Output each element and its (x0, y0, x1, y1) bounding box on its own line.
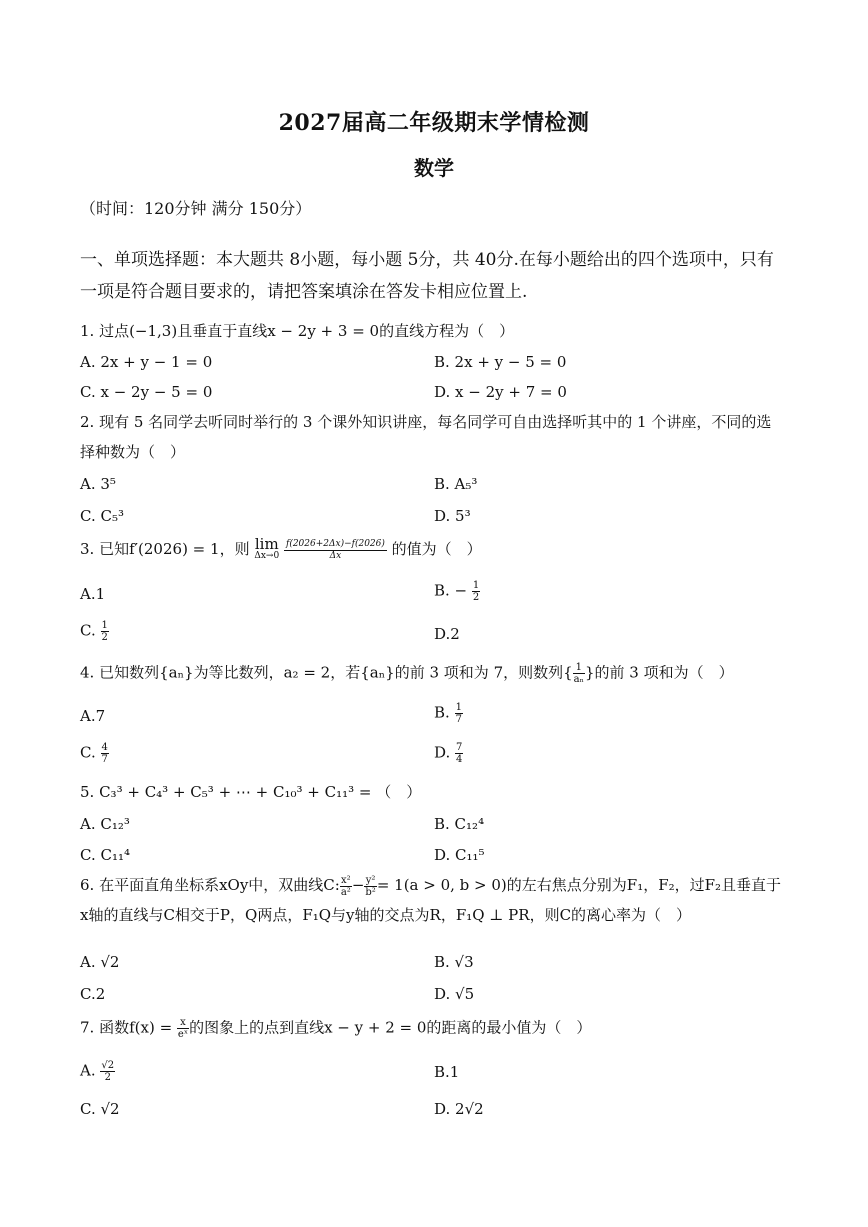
question-4-option-c (80, 742, 109, 765)
question-4-option-d (434, 742, 463, 765)
question-1-stem: 1. 过点(−1,3)且垂直于直线x − 2y + 3 = 0的直线方程为（ ） (80, 322, 515, 340)
question-2-option-d: D. 5³ (434, 507, 471, 525)
fraction-denominator: 7 (101, 754, 108, 765)
question-3-option-b (434, 580, 480, 603)
option-fraction (455, 702, 463, 725)
option-fraction (455, 742, 463, 765)
question-7-stem-prefix: 7. 函数f(x) = (80, 1018, 177, 1037)
fraction-numerator: 1 (101, 620, 108, 631)
hyperbola-x-term (340, 875, 352, 898)
question-6-option-a: A. √2 (80, 953, 120, 971)
question-3-option-d: D.2 (434, 625, 460, 643)
question-1-option-d: D. x − 2y + 7 = 0 (434, 383, 567, 401)
question-1-option-c: C. x − 2y − 5 = 0 (80, 383, 213, 401)
question-6-option-d: D. √5 (434, 985, 475, 1003)
question-7-option-a (80, 1060, 115, 1083)
question-4-option-b (434, 702, 463, 725)
option-label: B. − (434, 581, 468, 600)
fraction-numerator: 1 (455, 702, 462, 713)
question-3-stem-suffix: 的值为（ ） (391, 540, 482, 558)
fraction-denominator: 2 (472, 592, 480, 603)
question-2-stem: 2. 现有 5 名同学去听同时举行的 3 个课外知识讲座，每名同学可自由选择听其中的 1 个讲座，不同的选择种数为（ ） (80, 413, 772, 461)
question-5-option-b: B. C₁₂⁴ (434, 815, 485, 833)
question-5-option-d: D. C₁₁⁵ (434, 846, 485, 864)
fraction-numerator: √2 (101, 1060, 115, 1071)
question-6-option-c: C.2 (80, 985, 106, 1003)
reciprocal-fraction (573, 662, 585, 685)
question-2-option-a: A. 3⁵ (80, 475, 116, 493)
fraction-denominator: eˣ (177, 1029, 189, 1040)
option-fraction (472, 580, 480, 603)
fraction-numerator: 4 (101, 742, 108, 753)
question-5-stem: 5. C₃³ + C₄³ + C₅³ + ⋯ + C₁₀³ + C₁₁³ = （ ） (80, 783, 422, 801)
question-3-option-c (80, 620, 109, 643)
question-5-option-c: C. C₁₁⁴ (80, 846, 130, 864)
question-3-stem-prefix: 3. 已知f′(2026) = 1，则 (80, 540, 250, 558)
limit-expression (254, 535, 280, 562)
limit-subscript: Δx→0 (254, 551, 280, 561)
time-info: （时间：120分钟 满分 150分） (80, 199, 312, 218)
function-fraction (177, 1017, 189, 1040)
option-fraction (101, 742, 109, 765)
fraction-numerator: f(2026+2Δx)−f(2026) (285, 538, 385, 549)
fraction-numerator: 1 (472, 580, 480, 591)
hyperbola-y-term (364, 875, 376, 898)
exam-subject: 数学 (414, 156, 454, 180)
option-fraction (100, 1060, 115, 1083)
question-4-stem-prefix: 4. 已知数列{aₙ}为等比数列，a₂ = 2，若{aₙ}的前 3 项和为 7，则数列{ (80, 663, 573, 682)
fraction-denominator: Δx (329, 550, 342, 561)
question-6-stem-suffix: = 1(a > 0, b > 0)的左右焦点分别为F₁，F₂，过F₂且垂直于x轴的直线与C相交于P，Q两点，F₁Q与y轴的交点为R，F₁Q ⊥ PR，则C的离心率为（ ） (80, 876, 782, 924)
limit-label: lim (254, 535, 279, 553)
question-7-stem (80, 1017, 591, 1040)
fraction-denominator: 2 (104, 1072, 111, 1083)
question-4-option-a: A.7 (80, 707, 106, 725)
fraction-numerator: 7 (456, 742, 463, 753)
fraction-denominator: 4 (456, 754, 463, 765)
minus-sign: − (351, 876, 365, 894)
question-1-option-a: A. 2x + y − 1 = 0 (80, 353, 213, 371)
question-7-option-b: B.1 (434, 1063, 460, 1081)
question-3-option-a: A.1 (80, 585, 106, 603)
question-2-option-c: C. C₅³ (80, 507, 124, 525)
fraction-numerator: x (177, 1017, 189, 1029)
question-6-option-b: B. √3 (434, 953, 474, 971)
question-7-option-c: C. √2 (80, 1100, 120, 1118)
fraction-numerator: 1 (573, 662, 585, 674)
option-label: C. (80, 743, 96, 762)
question-3-stem (80, 535, 482, 562)
question-4-stem (80, 662, 734, 685)
question-2-option-b: B. A₅³ (434, 475, 478, 493)
option-label: C. (80, 621, 96, 640)
question-6-stem (80, 870, 786, 930)
exam-title: 2027届高二年级期末学情检测 (278, 110, 590, 136)
question-7-stem-suffix: 的图象上的点到直线x − y + 2 = 0的距离的最小值为（ ） (189, 1018, 592, 1037)
fraction-denominator: a² (340, 886, 351, 898)
option-label: B. (434, 703, 450, 722)
option-fraction (101, 620, 109, 643)
fraction-denominator: b² (365, 886, 376, 898)
fraction-numerator: x² (341, 874, 351, 886)
question-6-stem-prefix: 6. 在平面直角坐标系xOy中，双曲线C: (80, 876, 340, 894)
difference-quotient (284, 539, 387, 562)
fraction-denominator: 2 (101, 632, 108, 643)
fraction-denominator: aₙ (573, 674, 584, 685)
fraction-numerator: y² (365, 874, 376, 886)
fraction-denominator: 7 (455, 714, 462, 725)
section-heading: 一、单项选择题：本大题共 8小题，每小题 5分，共 40分.在每小题给出的四个选项中，只有一项是符合题目要求的，请把答案填涂在答发卡相应位置上. (80, 250, 774, 302)
option-label: D. (434, 743, 451, 762)
question-1-option-b: B. 2x + y − 5 = 0 (434, 353, 567, 371)
question-4-stem-suffix: }的前 3 项和为（ ） (584, 663, 734, 682)
question-5-option-a: A. C₁₂³ (80, 815, 130, 833)
question-7-option-d: D. 2√2 (434, 1100, 484, 1118)
option-label: A. (80, 1061, 96, 1080)
